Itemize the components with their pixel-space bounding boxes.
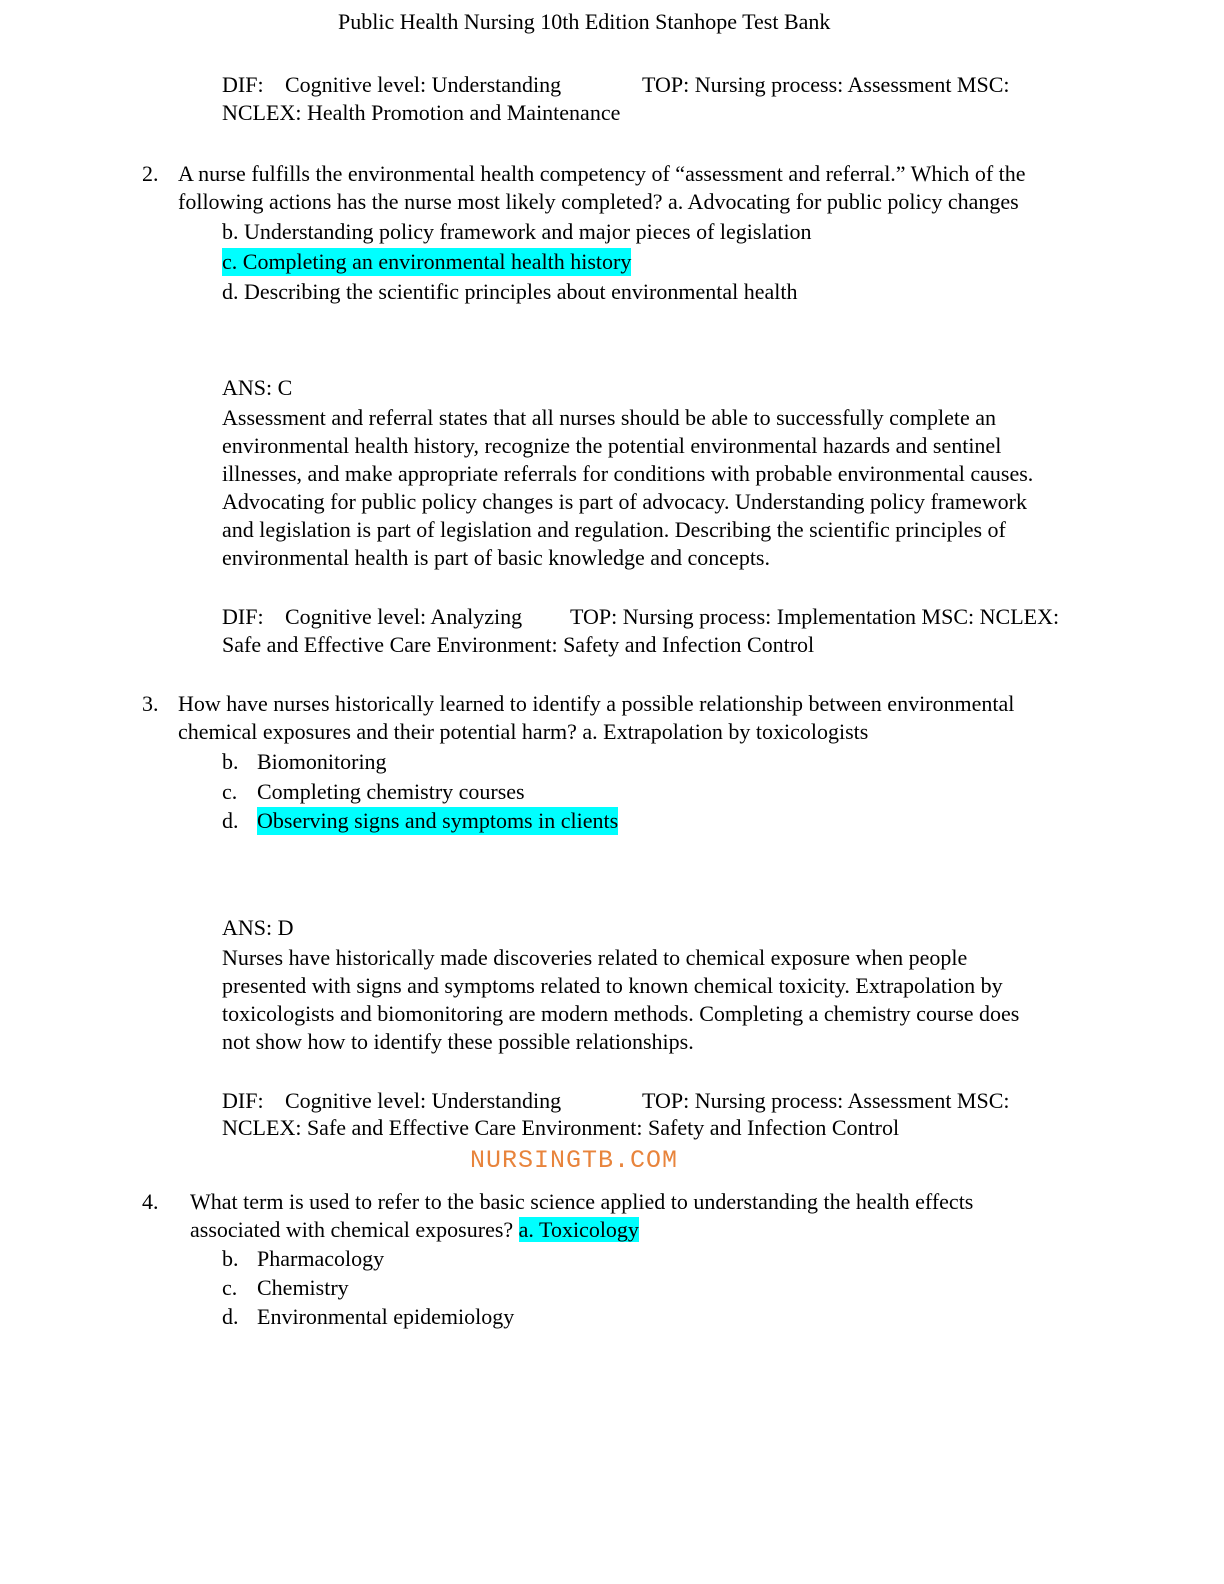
question-2-top-label: TOP: Nursing process: Implementation MSC: NCLEX: <box>570 604 1060 629</box>
question-2-rationale-line3: illnesses, and make appropriate referrals for conditions with probable environmental causes. <box>222 461 1034 486</box>
question-4-number: 4. <box>142 1189 159 1214</box>
question-4-stem-line2-text: associated with chemical exposures? <box>190 1217 519 1242</box>
question-4-option-d-letter: d. <box>222 1304 239 1329</box>
question-2-option-d: d. Describing the scientific principles about environmental health <box>222 279 798 304</box>
question-4-option-c-letter: c. <box>222 1275 238 1300</box>
question-4-option-b-text: Pharmacology <box>257 1246 385 1271</box>
question-3-option-b-letter: b. <box>222 749 239 774</box>
question-2-meta-line2: Safe and Effective Care Environment: Safety and Infection Control <box>222 632 815 657</box>
question-2-dif-value: Cognitive level: Analyzing <box>285 604 523 629</box>
question-2-rationale-line6: environmental health is part of basic knowledge and concepts. <box>222 545 770 570</box>
question-3-option-c-letter: c. <box>222 779 238 804</box>
question-3-rationale-line3: toxicologists and biomonitoring are modern methods. Completing a chemistry course does <box>222 1001 1020 1026</box>
question-2-rationale-line4: Advocating for public policy changes is part of advocacy. Understanding policy framework <box>222 489 1027 514</box>
question-3-answer: ANS: D <box>222 915 294 940</box>
question-4-option-d-text: Environmental epidemiology <box>257 1304 515 1329</box>
question-2-rationale-line1: Assessment and referral states that all nurses should be able to successfully complete an <box>222 405 997 430</box>
question-3-option-b-text: Biomonitoring <box>257 749 387 774</box>
question-4-option-b-letter: b. <box>222 1246 239 1271</box>
question-2-rationale-line2: environmental health history, recognize the potential environmental hazards and sentinel <box>222 433 1002 458</box>
question-3-meta-line2: NCLEX: Safe and Effective Care Environment: Safety and Infection Control <box>222 1115 900 1140</box>
question-3-number: 3. <box>142 691 159 716</box>
question-3-dif-label: DIF: <box>222 1088 264 1113</box>
question-4-stem-line2 <box>190 1216 639 1244</box>
question-2-stem-line1: A nurse fulfills the environmental health competency of “assessment and referral.” Which of the <box>178 161 1026 186</box>
question-3-option-c-text: Completing chemistry courses <box>257 779 525 804</box>
prev-dif-label: DIF: <box>222 72 264 97</box>
question-4-option-a-correct: a. Toxicology <box>518 1217 639 1242</box>
question-3-rationale-line4: not show how to identify these possible relationships. <box>222 1029 694 1054</box>
question-3-rationale-line1: Nurses have historically made discoveries related to chemical exposure when people <box>222 945 968 970</box>
question-2-answer: ANS: C <box>222 375 293 400</box>
page-header-title: Public Health Nursing 10th Edition Stanhope Test Bank <box>338 9 831 34</box>
question-2-rationale-line5: and legislation is part of legislation and regulation. Describing the scientific principles of <box>222 517 1006 542</box>
prev-dif-value: Cognitive level: Understanding <box>285 72 562 97</box>
question-2-dif-label: DIF: <box>222 604 264 629</box>
question-3-top-label: TOP: Nursing process: Assessment MSC: <box>642 1088 1010 1113</box>
question-3-dif-value: Cognitive level: Understanding <box>285 1088 562 1113</box>
prev-meta-line2: NCLEX: Health Promotion and Maintenance <box>222 100 621 125</box>
question-3-rationale-line2: presented with signs and symptoms related to known chemical toxicity. Extrapolation by <box>222 973 1003 998</box>
question-2-stem-line2: following actions has the nurse most likely completed? a. Advocating for public policy changes <box>178 189 1019 214</box>
question-3-option-d-correct: Observing signs and symptoms in clients <box>257 808 619 833</box>
question-3-stem-line1: How have nurses historically learned to identify a possible relationship between environmental <box>178 691 1015 716</box>
question-2-option-c-correct: c. Completing an environmental health history <box>222 249 632 274</box>
question-2-option-b: b. Understanding policy framework and major pieces of legislation <box>222 219 812 244</box>
question-4-stem-line1: What term is used to refer to the basic science applied to understanding the health effects <box>190 1189 974 1214</box>
prev-top-label: TOP: Nursing process: Assessment MSC: <box>642 72 1010 97</box>
watermark-text: NURSINGTB.COM <box>470 1146 679 1175</box>
question-3-stem-line2: chemical exposures and their potential harm? a. Extrapolation by toxicologists <box>178 719 869 744</box>
question-4-option-c-text: Chemistry <box>257 1275 349 1300</box>
question-3-option-d-letter: d. <box>222 808 239 833</box>
question-2-number: 2. <box>142 161 159 186</box>
